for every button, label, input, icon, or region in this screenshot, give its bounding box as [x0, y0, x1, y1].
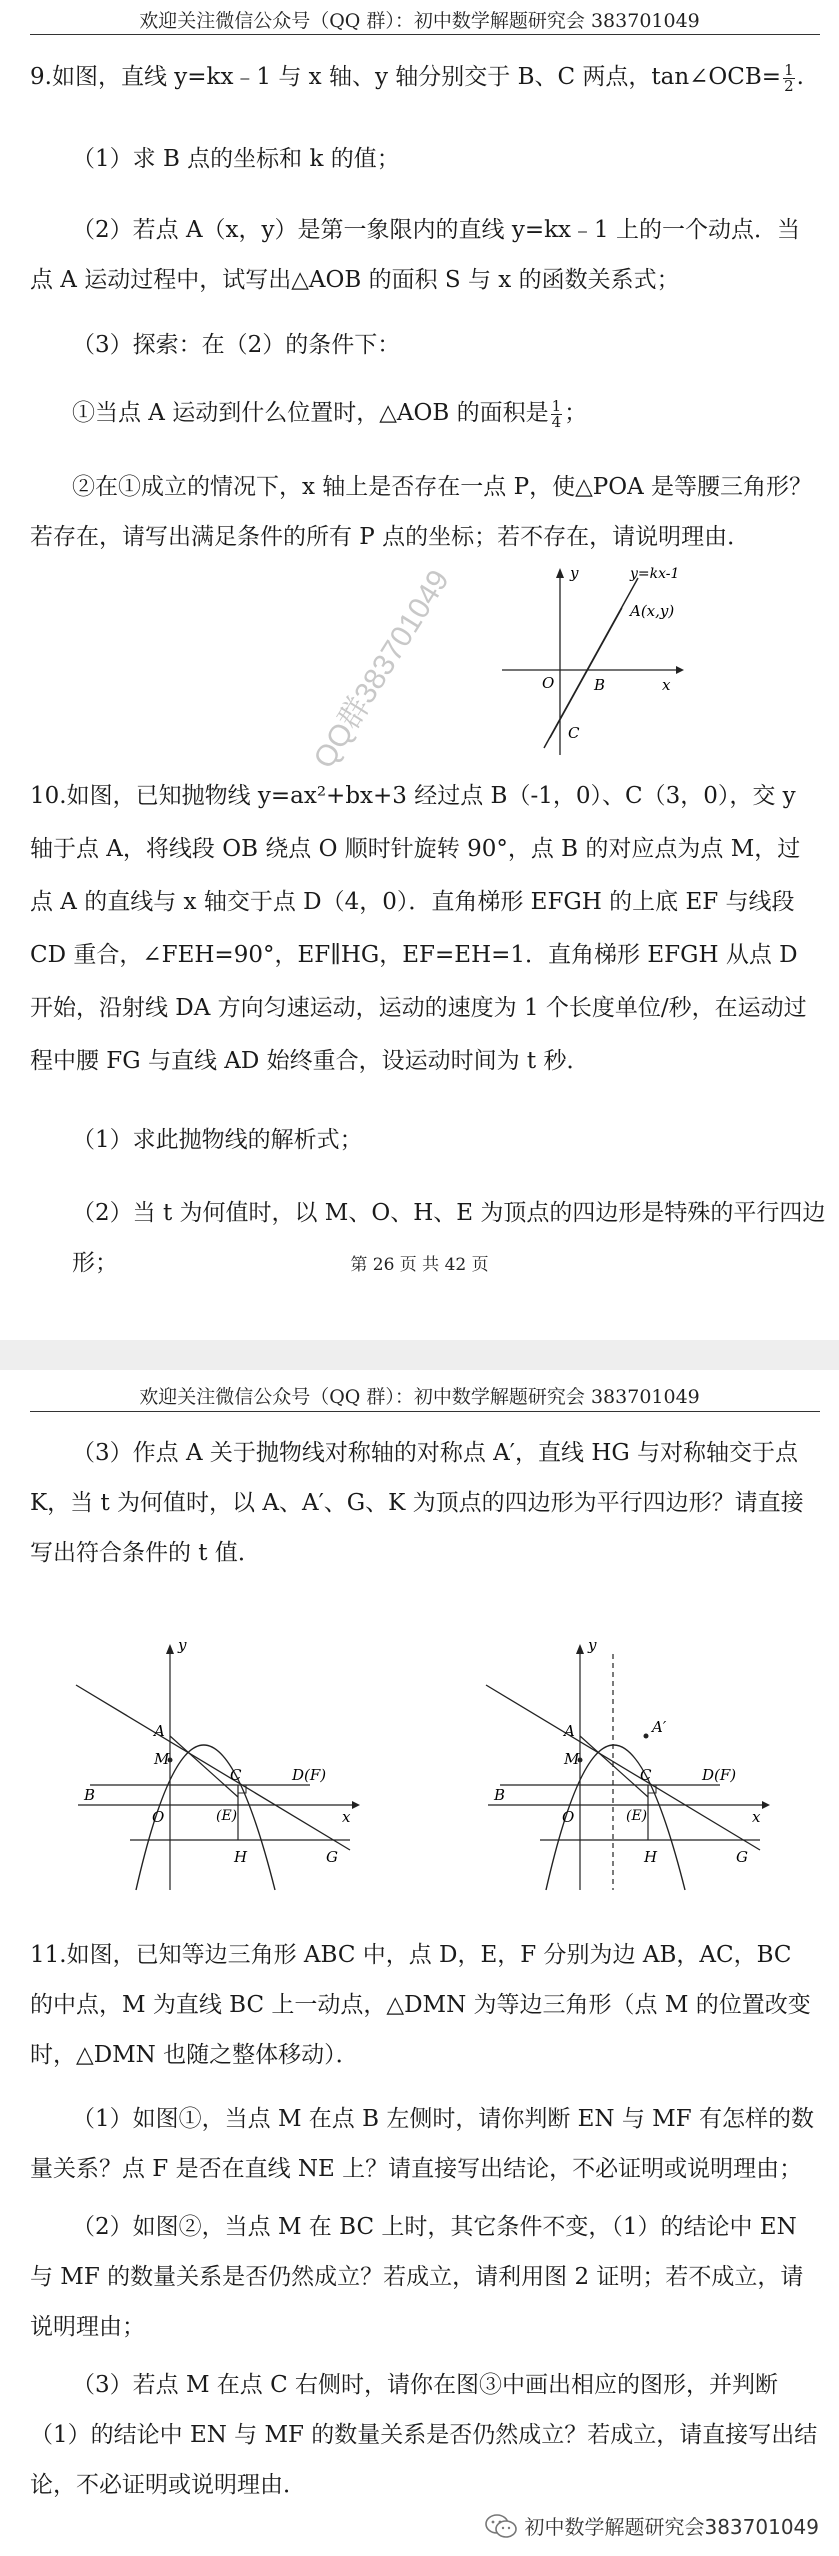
- page-gap: [0, 1340, 839, 1370]
- q10b-label-m: M: [564, 1750, 580, 1768]
- q10b-label-c: C: [640, 1766, 652, 1784]
- q10-part3: （3）作点 A 关于抛物线对称轴的对称点 A′，直线 HG 与对称轴交于点 K，当 t 为何值时，以 A、A′、G、K 为顶点的四边形为平行四边形？请直接写出符合条件的 t 值．: [30, 1440, 804, 1566]
- q10b-label-h: H: [644, 1848, 658, 1866]
- q10b-label-a-prime: A′: [652, 1718, 667, 1736]
- q11-part1: （1）如图①，当点 M 在点 B 左侧时，请你判断 EN 与 MF 有怎样的数量关系？点 F 是否在直线 NE 上？请直接写出结论，不必证明或说明理由；: [30, 2106, 814, 2182]
- q10a-y-arrow: [166, 1644, 174, 1654]
- q10-figure-right: [480, 1640, 780, 1900]
- q10b-y-arrow: [576, 1644, 584, 1654]
- q10a-label-m: M: [154, 1750, 170, 1768]
- q10a-label-h: H: [234, 1848, 248, 1866]
- page-header: 欢迎关注微信公众号（QQ 群）：初中数学解题研究会 383701049: [139, 10, 700, 32]
- page-2: [0, 1370, 839, 2556]
- q10a-label-y: y: [178, 1640, 187, 1654]
- q10a-label-g: G: [326, 1848, 338, 1866]
- q9-part3-1-text: ①当点 A 运动到什么位置时，△AOB 的面积是: [72, 400, 549, 426]
- q10b-label-g: G: [736, 1848, 748, 1866]
- page-header-2: 欢迎关注微信公众号（QQ 群）：初中数学解题研究会 383701049: [139, 1386, 700, 1408]
- q10b-label-b: B: [494, 1786, 506, 1804]
- header-rule-2: [30, 1411, 820, 1412]
- q10b-label-y: y: [588, 1640, 597, 1654]
- q10b-point-a2: [644, 1734, 649, 1739]
- q10a-label-x: x: [342, 1808, 351, 1826]
- q9-label-a: A(x,y): [630, 602, 675, 620]
- brand-badge: [484, 2511, 819, 2540]
- q10a-x-arrow: [352, 1801, 360, 1809]
- q9-p4-num: 1: [551, 396, 562, 415]
- q10a-label-o: O: [152, 1808, 165, 1826]
- q9-stem: [30, 52, 820, 102]
- q10-part2: （2）当 t 为何值时，以 M、O、H、E 为顶点的四边形是特殊的平行四边形；: [72, 1200, 826, 1276]
- q9-label-b: B: [594, 676, 606, 694]
- q9-label-x: x: [662, 676, 671, 694]
- q10b-label-o: O: [562, 1808, 575, 1826]
- q10a-label-df: D(F): [292, 1766, 327, 1784]
- q10b-label-a: A: [564, 1722, 575, 1740]
- q10-figure-left: [70, 1640, 370, 1900]
- q11-part3: （3）若点 M 在点 C 右侧时，请你在图③中画出相应的图形，并判断（1）的结论中 EN 与 MF 的数量关系是否仍然成立？若成立，请直接写出结论，不必证明或说明理由．: [30, 2372, 818, 2498]
- q10b-label-x: x: [752, 1808, 761, 1826]
- header-rule: [30, 34, 820, 35]
- q9-label-line: y=kx-1: [630, 566, 680, 582]
- wechat-icon: [484, 2513, 518, 2539]
- q9-part3-2: ②在①成立的情况下，x 轴上是否存在一点 P，使△POA 是等腰三角形？若存在，请写出满足条件的所有 P 点的坐标；若不存在，请说明理由．: [30, 474, 813, 550]
- q10b-label-e: (E): [626, 1808, 648, 1824]
- brand-text: 初中数学解题研究会383701049: [524, 2515, 819, 2539]
- q9-label-o: O: [542, 674, 555, 692]
- q9-label-c: C: [568, 724, 580, 742]
- q10a-label-e: (E): [216, 1808, 238, 1824]
- q9-segment-oa: [550, 608, 622, 738]
- page-footer: 第 26 页 共 42 页: [350, 1255, 489, 1275]
- q9-frac-den: 2: [784, 76, 794, 95]
- q9-fraction: [783, 60, 795, 95]
- q10-part1: （1）求此抛物线的解析式；: [72, 1127, 363, 1153]
- q9-frac-num: 1: [784, 60, 794, 79]
- q10b-x-arrow: [762, 1801, 770, 1809]
- q10b-label-df: D(F): [702, 1766, 737, 1784]
- q9-part3-1: [72, 388, 822, 438]
- q9-figure: [490, 560, 690, 760]
- q9-stem-end: .: [796, 64, 804, 90]
- q10a-label-c: C: [230, 1766, 242, 1784]
- q9-p4-den: 4: [551, 412, 562, 431]
- q11-stem: 11.如图，已知等边三角形 ABC 中，点 D，E，F 分别为边 AB，AC，BC 的中点，M 为直线 BC 上一动点，△DMN 为等边三角形（点 M 的位置改变时，△DMN 也随之整体移动）．: [30, 1942, 811, 2068]
- q9-part3-1-fraction: [551, 396, 563, 431]
- q9-part1: （1）求 B 点的坐标和 k 的值；: [72, 146, 400, 172]
- q9-label-y: y: [570, 564, 579, 582]
- q10a-label-a: A: [154, 1722, 165, 1740]
- q9-x-arrow: [676, 666, 684, 674]
- q9-part3-1-end: ；: [564, 400, 588, 426]
- q10-stem: 10.如图，已知抛物线 y=ax²+bx+3 经过点 B（-1，0）、C（3，0），交 y 轴于点 A，将线段 OB 绕点 O 顺时针旋转 90°，点 B 的对应点为点 M，过点 A 的直线与 x 轴交于点 D（4，0）．直角梯形 EFGH 的上底 EF 与线段 CD 重合，∠FEH=90°，EF∥HG，EF=EH=1．直角梯形 EFGH 从点 D 开始，沿射线 DA 方向匀速运动，运动的速度为 1 个长度单位/秒，在运动过程中腰 FG 与直线 AD 始终重合，设运动时间为 t 秒．: [30, 783, 807, 1074]
- q9-y-arrow: [556, 568, 564, 578]
- q10a-label-b: B: [84, 1786, 96, 1804]
- watermark: QQ群383701049: [307, 564, 456, 775]
- q11-part2: （2）如图②，当点 M 在 BC 上时，其它条件不变，（1）的结论中 EN 与 MF 的数量关系是否仍然成立？若成立，请利用图 2 证明；若不成立，请说明理由；: [30, 2214, 804, 2340]
- q9-part3: （3）探索：在（2）的条件下：: [72, 332, 401, 358]
- q9-stem-text: 9.如图，直线 y=kx﹣1 与 x 轴、y 轴分别交于 B、C 两点，tan∠OCB=: [30, 64, 782, 90]
- q9-part2: （2）若点 A（x，y）是第一象限内的直线 y=kx﹣1 上的一个动点．当点 A 运动过程中，试写出△AOB 的面积 S 与 x 的函数关系式；: [30, 217, 800, 293]
